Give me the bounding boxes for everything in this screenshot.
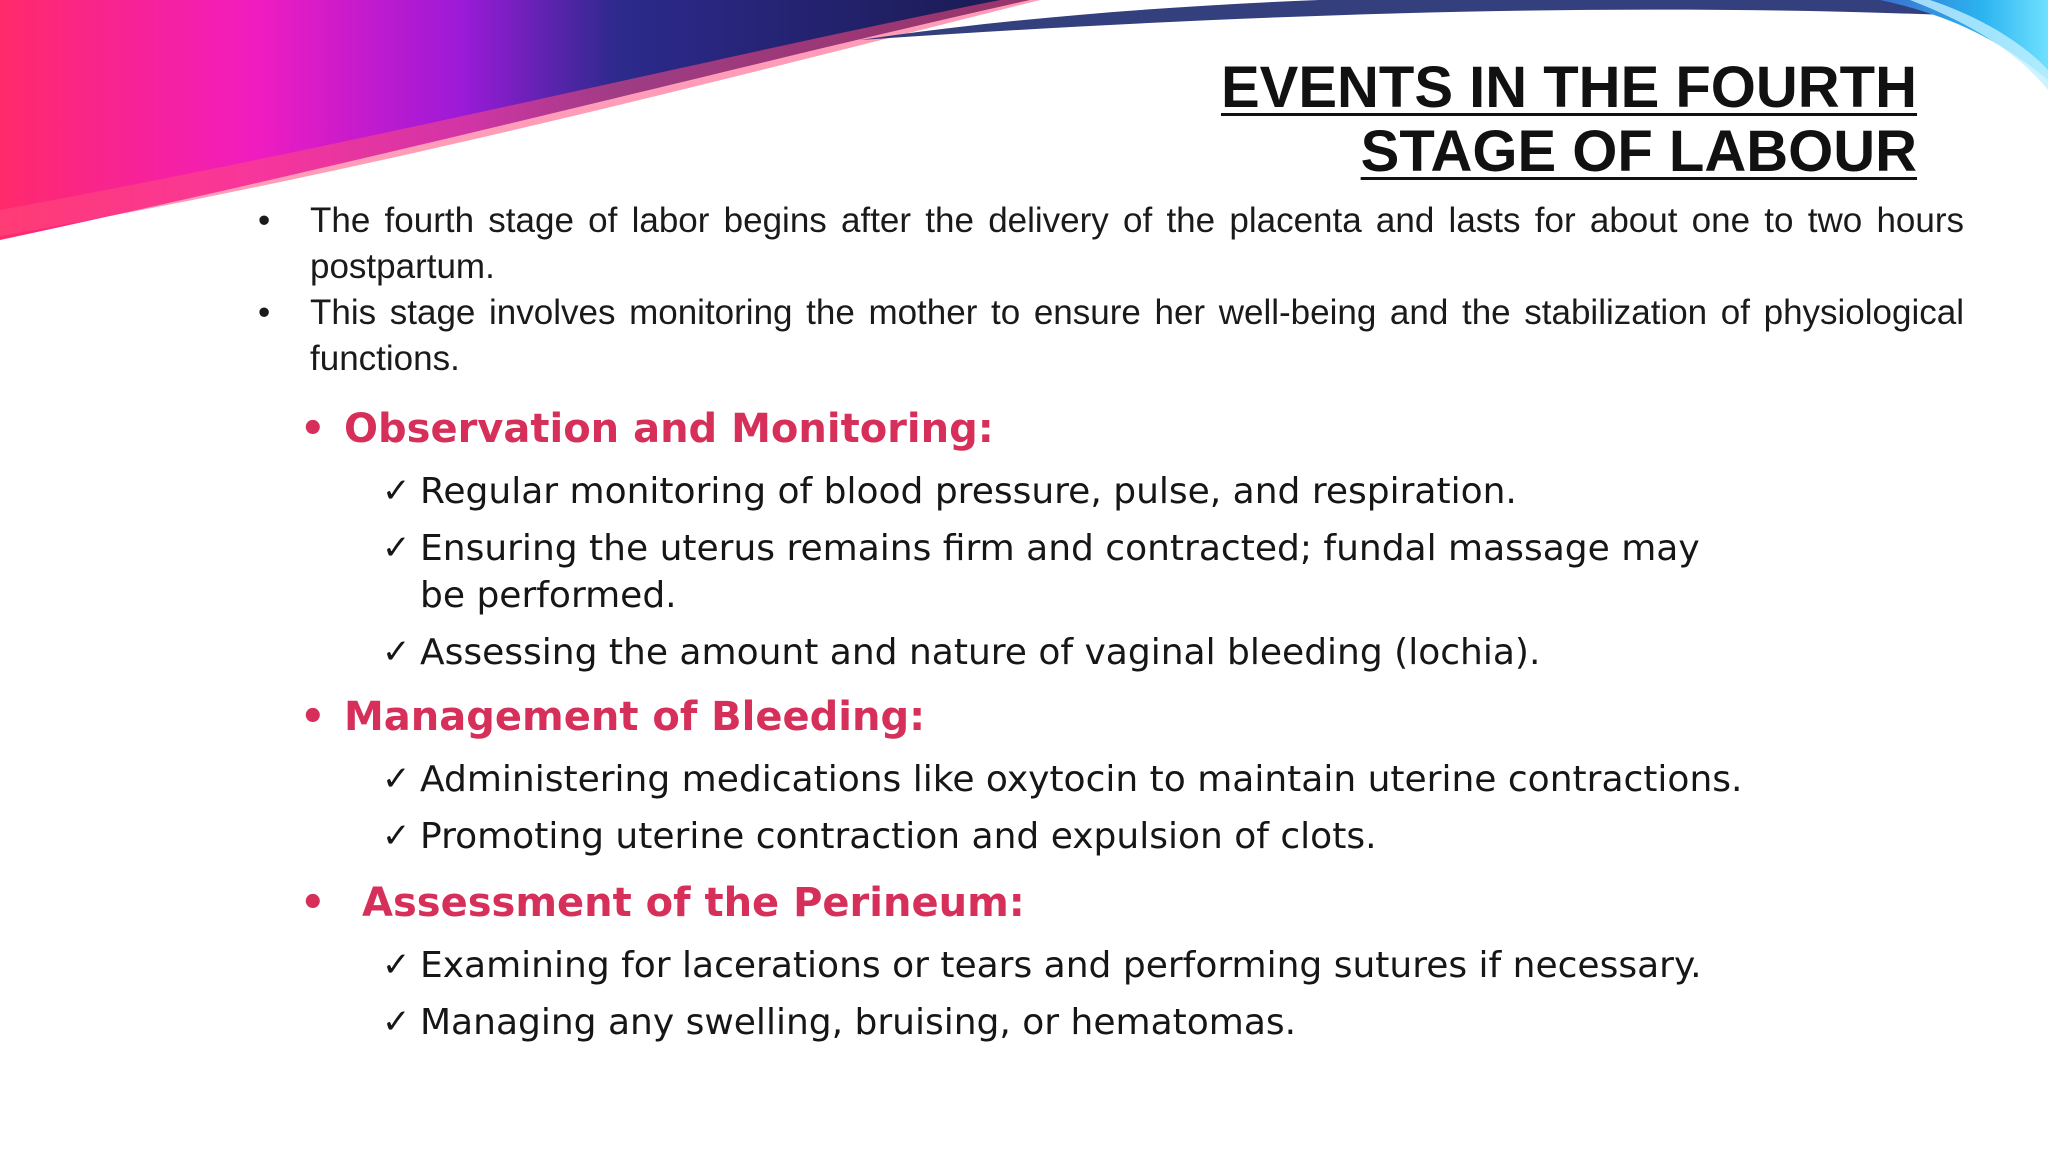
bullet-dot-icon: • (300, 406, 326, 452)
intro-bullet: • This stage involves monitoring the mother to ensure her well-being and the stabilization of physiological functions. (258, 290, 1964, 382)
section-heading-text: Management of Bleeding: (344, 694, 926, 740)
checklist-item-text: Administering medications like oxytocin to maintain uterine contractions. (420, 759, 1743, 800)
checklist-item (300, 525, 1750, 619)
checkmark-icon: ✓ (382, 528, 411, 568)
checklist (300, 942, 2000, 1046)
checklist-item-text: Ensuring the uterus remains firm and contracted; fundal massage may be performed. (420, 528, 1700, 616)
checkmark-icon: ✓ (382, 759, 411, 799)
checklist-item-text: Promoting uterine contraction and expulsion of clots. (420, 816, 1377, 857)
intro-bullet: • The fourth stage of labor begins after the delivery of the placenta and lasts for about one to two hours postpartum. (258, 198, 1964, 290)
section-observation-monitoring (300, 400, 2000, 676)
section-heading (300, 688, 2000, 746)
slide-title (1221, 56, 1917, 184)
section-heading-text: Observation and Monitoring: (344, 406, 994, 452)
slide-title-line-2: STAGE OF LABOUR (1360, 119, 1917, 184)
checklist (300, 468, 2000, 676)
checkmark-icon: ✓ (382, 1002, 411, 1042)
checklist (300, 756, 2000, 860)
slide-title-line-1: EVENTS IN THE FOURTH (1220, 55, 1917, 120)
intro-bullet-list (258, 198, 1964, 382)
bullet-dot-icon: • (300, 880, 326, 926)
checklist-item-text: Managing any swelling, bruising, or hematomas. (420, 1002, 1297, 1043)
checkmark-icon: ✓ (382, 632, 411, 672)
bullet-dot-icon: • (300, 694, 326, 740)
section-heading (300, 400, 2000, 458)
checklist-item (300, 468, 1750, 515)
checkmark-icon: ✓ (382, 945, 411, 985)
checkmark-icon: ✓ (382, 471, 411, 511)
checklist-item (300, 999, 1750, 1046)
section-management-of-bleeding (300, 688, 2000, 860)
checklist-item (300, 756, 1750, 803)
section-assessment-of-perineum (300, 874, 2000, 1046)
checklist-item (300, 629, 1750, 676)
checklist-item (300, 942, 1750, 989)
checklist-item (300, 813, 1750, 860)
checklist-item-text: Assessing the amount and nature of vaginal bleeding (lochia). (420, 632, 1541, 673)
checkmark-icon: ✓ (382, 816, 411, 856)
checklist-item-text: Examining for lacerations or tears and performing sutures if necessary. (420, 945, 1702, 986)
checklist-item-text: Regular monitoring of blood pressure, pulse, and respiration. (420, 471, 1517, 512)
section-heading-text: Assessment of the Perineum: (362, 880, 1025, 926)
section-heading (300, 874, 2000, 932)
